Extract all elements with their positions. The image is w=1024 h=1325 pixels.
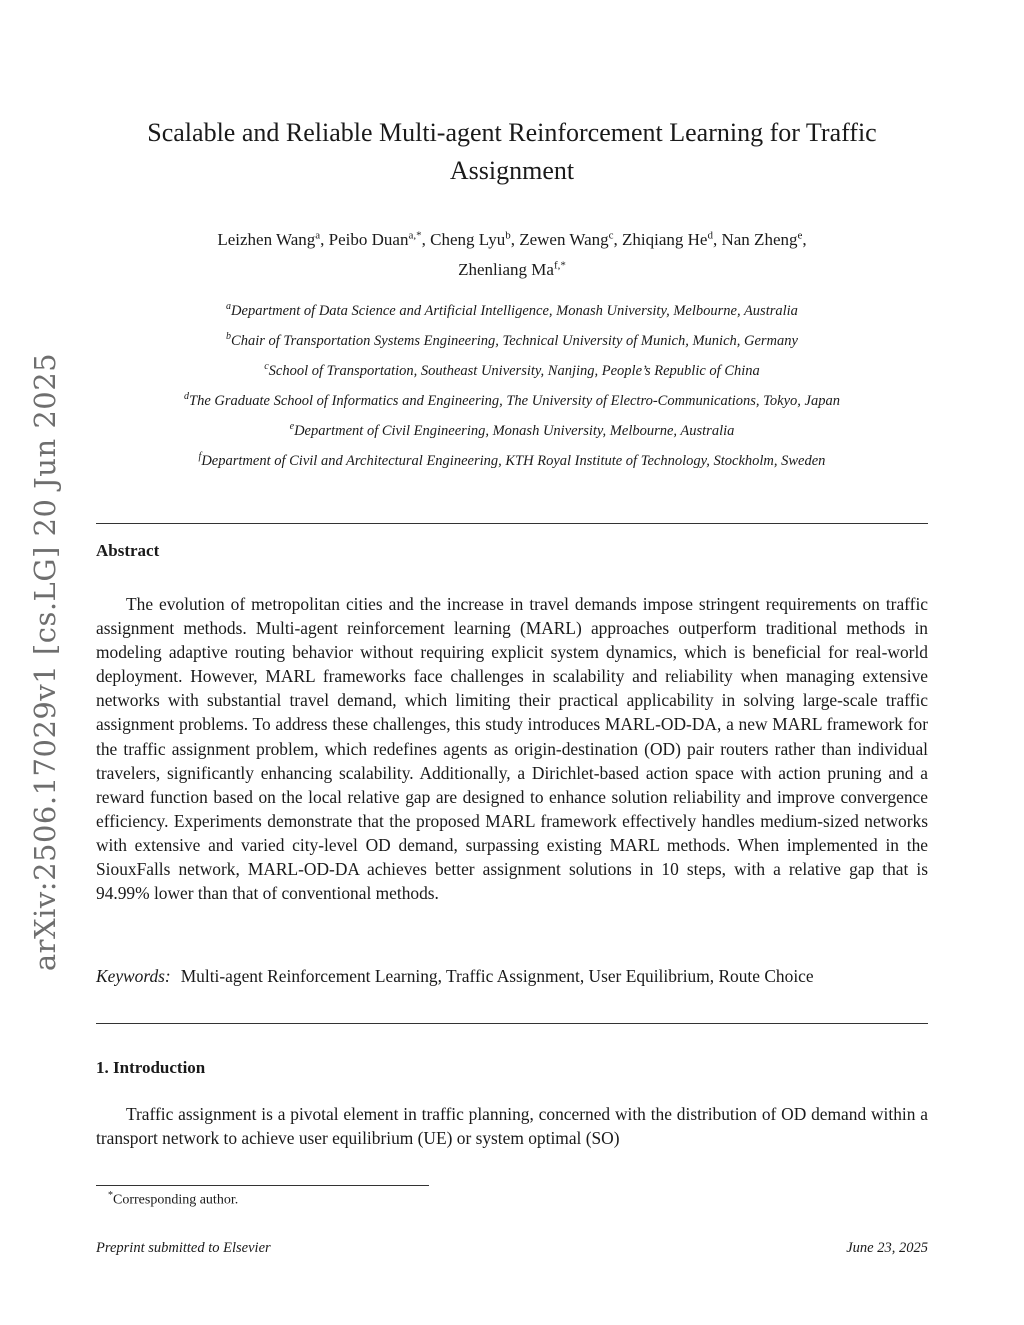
- introduction-text: Traffic assignment is a pivotal element in traffic planning, concerned with the distribution of OD demand within a transport network to achieve user equilibrium (UE) or system optimal (SO): [96, 1104, 928, 1149]
- footnote-mark: *: [108, 1190, 113, 1201]
- abstract-bottom-rule: [96, 1023, 928, 1024]
- affiliation: $^c$School of Transportation, Southeast University, Nanjing, People’s Republic of China: [264, 361, 760, 379]
- abstract-top-rule: [96, 523, 928, 524]
- author-affil-mark: a: [315, 229, 321, 241]
- author: Peibo Duan$^{a,*}$,: [328, 229, 431, 249]
- footer-date: June 23, 2025: [846, 1240, 928, 1256]
- keywords-label: Keywords:: [96, 966, 171, 986]
- author-affil-mark: d: [707, 229, 713, 241]
- author-affil-mark: b: [505, 229, 511, 241]
- author: Zhiqiang He$^d$,: [622, 229, 722, 249]
- abstract-text: The evolution of metropolitan cities and the increase in travel demands impose stringent requirements on traffic assignment methods. Multi-agent reinforcement learning (MARL) approaches outperform traditional methods in modeling adaptive routing behavior without requiring explicit system dynamics, which is beneficial for real-world deployment. However, MARL frameworks face challenges in scalability and reliability when managing extensive networks with substantial travel demand, which limiting their practical applicability in solving large-scale traffic assignment problems. To address these challenges, this study introduces MARL-OD-DA, a new MARL framework for the traffic assignment problem, which redefines agents as origin-destination (OD) pair routers rather than individual travelers, significantly enhancing scalability. Additionally, a Dirichlet-based action space with action pruning and a reward function based on the local relative gap are designed to enhance solution reliability and improve convergence efficiency. Experiments demonstrate that the proposed MARL framework effectively handles medium-sized networks with extensive and varied city-level OD demand, surpassing existing MARL methods. When implemented in the SiouxFalls network, MARL-OD-DA achieves better assignment solutions in 10 steps, with a relative gap that is 94.99% lower than that of conventional methods.: [96, 594, 928, 904]
- abstract-heading: Abstract: [96, 541, 160, 560]
- author: Cheng Lyu$^b$,: [430, 229, 520, 249]
- author: Zewen Wang$^c$,: [519, 229, 623, 249]
- keywords-text: Multi-agent Reinforcement Learning, Traffic Assignment, User Equilibrium, Route Choice: [180, 966, 814, 986]
- affiliation: $^f$Department of Civil and Architectural Engineering, KTH Royal Institute of Technology, Stockholm, Sweden: [198, 451, 826, 469]
- paper-title: Scalable and Reliable Multi-agent Reinforcement Learning for Traffic Assignment: [147, 118, 877, 185]
- author: Leizhen Wang$^a$,: [217, 229, 329, 249]
- footnote-text: Corresponding author.: [113, 1192, 239, 1208]
- footer-journal: Preprint submitted to Elsevier: [96, 1240, 271, 1256]
- author-affil-mark: f,*: [553, 259, 566, 272]
- footnote-rule: [96, 1185, 429, 1186]
- keywords: [96, 964, 928, 988]
- author-affil-mark: a,*: [408, 229, 422, 241]
- footnote: [108, 1190, 238, 1209]
- author-affil-mark: e: [797, 229, 803, 241]
- author: Nan Zheng$^e$,: [721, 229, 807, 249]
- arxiv-stamp: arXiv:2506.17029v1 [cs.LG] 20 Jun 2025: [28, 352, 62, 972]
- section-heading-introduction: 1. Introduction: [96, 1058, 206, 1077]
- author-list: [96, 222, 928, 283]
- affiliation-list: [96, 295, 928, 475]
- affiliation: $^e$Department of Civil Engineering, Monash University, Melbourne, Australia: [289, 421, 735, 439]
- author: Zhenliang $Ma^{f,*}$: [458, 259, 566, 280]
- author-affil-mark: c: [608, 229, 614, 241]
- affiliation: $^d$The Graduate School of Informatics and Engineering, The University of Electro-Communications, Tokyo, Japan: [184, 391, 840, 409]
- affiliation: $^a$Department of Data Science and Artificial Intelligence, Monash University, Melbourne, Australia: [226, 301, 798, 319]
- affiliation: $^b$Chair of Transportation Systems Engineering, Technical University of Munich, Munich, Germany: [226, 331, 798, 349]
